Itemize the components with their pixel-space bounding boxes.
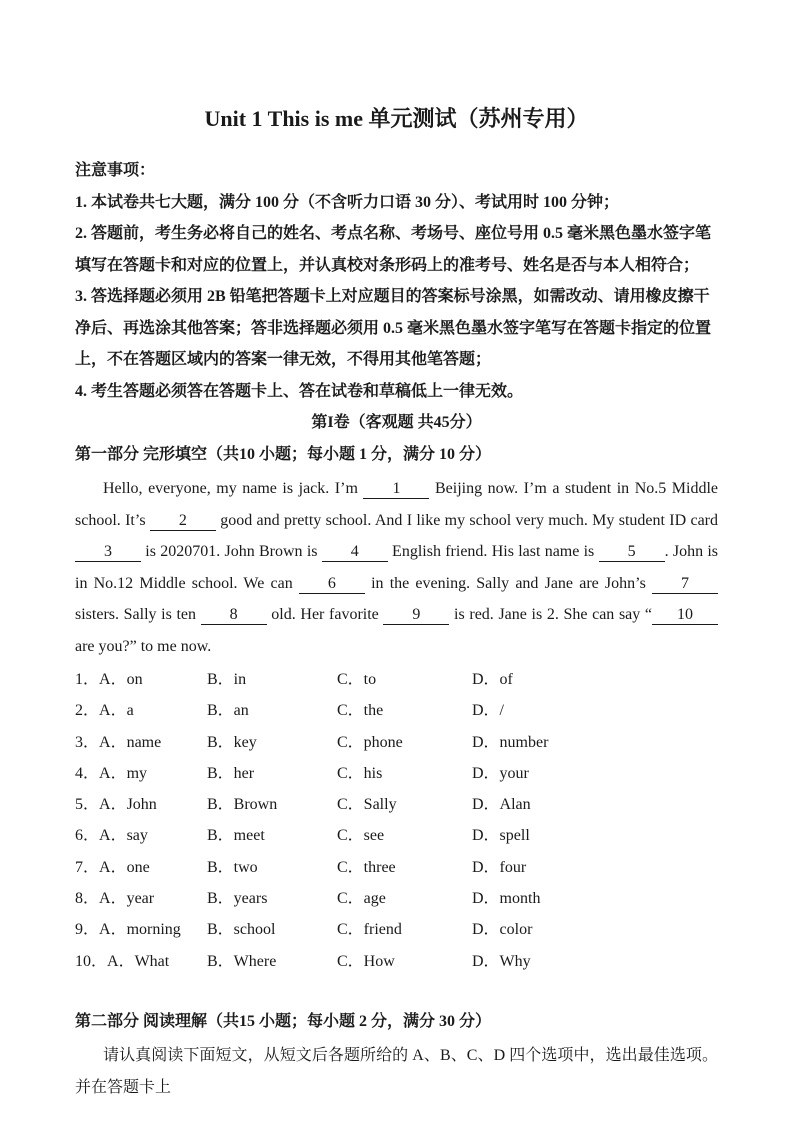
choice-d: D．number <box>472 733 549 751</box>
choice-b: B．her <box>207 764 255 782</box>
question-number: 7． <box>75 858 100 876</box>
option-cell <box>472 664 718 695</box>
choice-d: D．spell <box>472 827 530 845</box>
cloze-option-row <box>75 664 718 695</box>
choice-d: D．your <box>472 764 529 782</box>
option-cell <box>472 820 718 851</box>
choice-a: A．on <box>99 671 143 688</box>
choice-b: B．Where <box>207 952 277 970</box>
question-number: 9． <box>75 921 100 939</box>
part2-heading: 第二部分 阅读理解（共15 小题；每小题 2 分，满分 30 分） <box>75 1012 492 1030</box>
passage-text: old. Her favorite <box>266 606 384 623</box>
option-cell <box>207 664 337 695</box>
option-cell <box>207 852 337 883</box>
option-cell <box>75 789 207 820</box>
choice-b: B．meet <box>207 827 265 845</box>
option-cell <box>207 789 337 820</box>
question-number: 4． <box>75 764 100 782</box>
option-cell <box>337 946 472 977</box>
option-cell <box>337 758 472 789</box>
choice-c: C．see <box>337 827 385 845</box>
option-cell <box>75 758 207 789</box>
option-cell <box>207 883 337 914</box>
cloze-blank-10: 10 <box>652 605 718 625</box>
option-cell <box>207 914 337 945</box>
notice-heading: 注意事项： <box>75 162 156 179</box>
option-cell <box>337 727 472 758</box>
option-cell <box>75 727 207 758</box>
choice-b: B．Brown <box>207 796 278 814</box>
option-cell <box>75 883 207 914</box>
choice-c: C．the <box>337 702 384 720</box>
choice-a: A．What <box>107 952 170 970</box>
option-cell <box>75 946 207 977</box>
part2-intro: 请认真阅读下面短文，从短文后各题所给的 A、B、C、D 四个选项中，选出最佳选项。并在答题卡上 <box>75 1047 718 1096</box>
question-number: 10． <box>75 952 108 970</box>
passage-text: is red. Jane is 2. She can say “ <box>449 606 653 623</box>
cloze-option-row <box>75 883 718 914</box>
option-cell <box>207 946 337 977</box>
notice-item-2: 2. 答题前，考生务必将自己的姓名、考点名称、考场号、座位号用 0.5 毫米黑色墨水签字笔填写在答题卡和对应的位置上，并认真校对条形码上的准考号、姓名是否与本人相符合； <box>75 225 712 274</box>
cloze-blank-1: 1 <box>363 479 429 499</box>
passage-text: Hello, everyone, my name is jack. I’m <box>103 480 364 497</box>
option-cell <box>207 727 337 758</box>
cloze-passage <box>75 473 718 662</box>
option-cell <box>472 883 718 914</box>
option-cell <box>472 727 718 758</box>
option-cell <box>207 758 337 789</box>
option-cell <box>472 695 718 726</box>
question-number: 3． <box>75 733 100 751</box>
option-cell <box>75 664 207 695</box>
choice-a: A．a <box>99 702 134 720</box>
notice-item-3: 3. 答选择题必须用 2B 铅笔把答题卡上对应题目的答案标号涂黑，如需改动、请用橡皮擦干净后、再选涂其他答案；答非选择题必须用 0.5 毫米黑色墨水签字笔写在答题卡指定的位置上，不在答题区域内的答案一律无效，不得用其他笔答题； <box>75 288 712 368</box>
choice-d: D．Why <box>472 952 531 970</box>
cloze-options <box>75 664 718 977</box>
choice-b: B．key <box>207 733 257 751</box>
option-cell <box>207 695 337 726</box>
cloze-blank-5: 5 <box>599 542 665 562</box>
passage-text: good and pretty school. And I like my school very much. My student ID card <box>215 511 718 529</box>
cloze-option-row <box>75 852 718 883</box>
passage-text: in the evening. Sally and Jane are John’s <box>364 574 653 592</box>
option-cell <box>75 852 207 883</box>
cloze-blank-6: 6 <box>299 574 365 594</box>
option-cell <box>472 914 718 945</box>
option-cell <box>337 664 472 695</box>
choice-a: A．John <box>99 796 157 814</box>
cloze-option-row <box>75 695 718 726</box>
volume1-header: 第I卷（客观题 共45分） <box>311 414 482 431</box>
choice-a: A．year <box>99 890 155 908</box>
option-cell <box>337 695 472 726</box>
choice-b: B．school <box>207 921 276 939</box>
choice-d: D．Alan <box>472 796 531 814</box>
option-cell <box>75 914 207 945</box>
choice-a: A．my <box>99 764 148 782</box>
option-cell <box>75 820 207 851</box>
choice-a: A．one <box>99 858 150 876</box>
cloze-blank-7: 7 <box>652 574 718 594</box>
choice-a: A．name <box>99 733 162 751</box>
option-cell <box>337 820 472 851</box>
option-cell <box>337 852 472 883</box>
cloze-option-row <box>75 914 718 945</box>
choice-c: C．friend <box>337 921 402 939</box>
cloze-option-row <box>75 946 718 977</box>
option-cell <box>472 789 718 820</box>
option-cell <box>472 758 718 789</box>
cloze-option-row <box>75 727 718 758</box>
passage-text: sisters. Sally is ten <box>75 606 201 623</box>
choice-c: C．Sally <box>337 796 397 814</box>
choice-c: C．age <box>337 890 386 908</box>
choice-d: D．/ <box>472 702 505 720</box>
option-cell <box>207 820 337 851</box>
option-cell <box>337 914 472 945</box>
option-cell <box>337 883 472 914</box>
notice-item-1: 1. 本试卷共七大题，满分 100 分（不含听力口语 30 分）、考试用时 100 分钟； <box>75 193 620 211</box>
choice-c: C．three <box>337 858 396 876</box>
choice-c: C．his <box>337 764 383 782</box>
cloze-blank-2: 2 <box>150 511 216 531</box>
passage-text: are you?” to me now. <box>75 637 212 655</box>
notice-item-4: 4. 考生答题必须答在答题卡上、答在试卷和草稿低上一律无效。 <box>75 382 524 400</box>
choice-b: B．an <box>207 702 249 720</box>
part1-heading: 第一部分 完形填空（共10 小题；每小题 1 分，满分 10 分） <box>75 445 492 463</box>
choice-d: D．color <box>472 921 533 939</box>
page-title: Unit 1 This is me 单元测试（苏州专用） <box>204 106 589 131</box>
choice-b: B．years <box>207 890 268 908</box>
cloze-blank-9: 9 <box>383 605 449 625</box>
option-cell <box>75 695 207 726</box>
choice-d: D．of <box>472 671 513 688</box>
choice-a: A．morning <box>99 921 181 939</box>
passage-text: . John is in No.12 Middle school. We can <box>75 543 719 592</box>
choice-d: D．four <box>472 858 527 876</box>
passage-text: is 2020701. John Brown is <box>141 543 322 560</box>
passage-text: English friend. His last name is <box>387 543 599 560</box>
cloze-blank-4: 4 <box>322 542 388 562</box>
question-number: 6． <box>75 827 100 845</box>
choice-a: A．say <box>99 827 148 845</box>
choice-d: D．month <box>472 890 541 908</box>
cloze-option-row <box>75 789 718 820</box>
question-number: 8． <box>75 890 100 908</box>
question-number: 2． <box>75 702 100 720</box>
option-cell <box>472 946 718 977</box>
option-cell <box>337 789 472 820</box>
choice-c: C．to <box>337 671 377 688</box>
choice-b: B．two <box>207 858 258 876</box>
cloze-blank-3: 3 <box>75 542 141 562</box>
choice-b: B．in <box>207 671 247 688</box>
question-number: 5． <box>75 796 100 814</box>
passage-text: Beijing now. I’m a student in No.5 Middle school. It’s <box>75 480 719 529</box>
cloze-option-row <box>75 758 718 789</box>
cloze-option-row <box>75 820 718 851</box>
cloze-blank-8: 8 <box>201 605 267 625</box>
choice-c: C．How <box>337 952 395 970</box>
question-number: 1． <box>75 671 100 688</box>
option-cell <box>472 852 718 883</box>
choice-c: C．phone <box>337 733 403 751</box>
